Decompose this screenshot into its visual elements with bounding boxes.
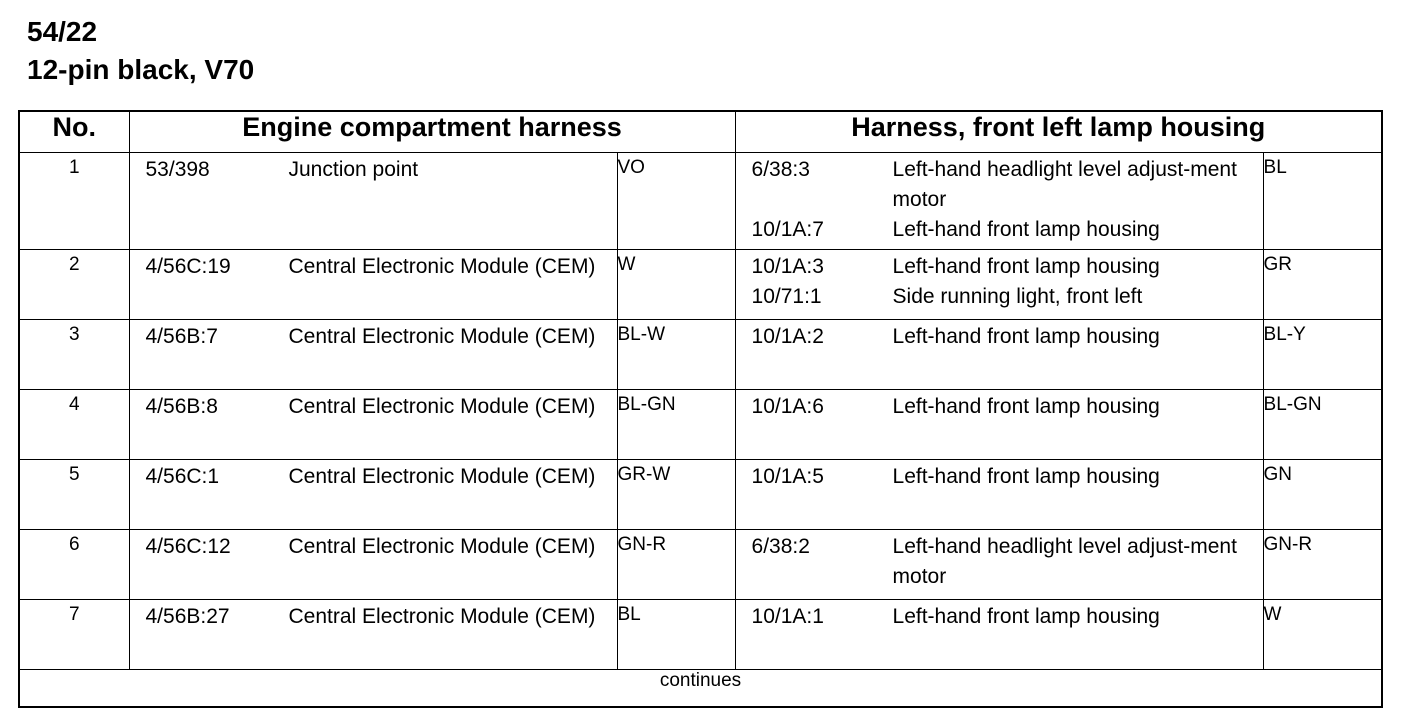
right-component-description: Left-hand front lamp housing (892, 325, 1160, 348)
right-component-code: 10/71:1 (751, 285, 822, 308)
table-header-row (19, 111, 1382, 153)
left-harness-cell (129, 390, 617, 460)
table-row (19, 153, 1382, 250)
left-component-description: Central Electronic Module (CEM) (288, 395, 596, 418)
right-harness-cell (735, 153, 1263, 250)
right-component-description: Left-hand headlight level adjust-ment motor (892, 158, 1237, 211)
right-component-description: Left-hand headlight level adjust-ment motor (892, 535, 1237, 588)
right-wire-color: BL-GN (1263, 390, 1382, 460)
row-number: 3 (19, 320, 129, 390)
right-component-code: 10/1A:2 (751, 325, 824, 348)
connector-description: 12-pin black, V70 (27, 54, 255, 85)
left-component-description: Central Electronic Module (CEM) (288, 255, 596, 278)
row-number: 5 (19, 460, 129, 530)
left-wire-color: GR-W (617, 460, 735, 530)
table-row (19, 530, 1382, 600)
right-component-code: 10/1A:7 (751, 218, 824, 241)
left-component-description: Junction point (288, 158, 419, 181)
table-row (19, 390, 1382, 460)
left-component-code: 4/56C:12 (145, 535, 231, 558)
connector-id: 54/22 (27, 16, 98, 47)
right-component-entry (736, 282, 1263, 312)
left-component-description: Central Electronic Module (CEM) (288, 535, 596, 558)
right-wire-color: W (1263, 600, 1382, 670)
right-component-code: 10/1A:6 (751, 395, 824, 418)
table-body (19, 153, 1382, 670)
right-wire-color: GN (1263, 460, 1382, 530)
left-wire-color: W (617, 250, 735, 320)
left-component-code: 4/56B:27 (145, 605, 230, 628)
left-component-description: Central Electronic Module (CEM) (288, 325, 596, 348)
left-harness-cell (129, 530, 617, 600)
continues-note: continues (19, 670, 1382, 708)
row-number: 1 (19, 153, 129, 250)
left-component-code: 53/398 (145, 158, 210, 181)
table-row (19, 600, 1382, 670)
left-component-description: Central Electronic Module (CEM) (288, 605, 596, 628)
table-row (19, 250, 1382, 320)
right-component-code: 10/1A:1 (751, 605, 824, 628)
left-component-code: 4/56C:19 (145, 255, 231, 278)
column-header-left-harness: Engine compartment harness (129, 111, 735, 153)
right-component-entry (736, 215, 1263, 245)
row-number: 6 (19, 530, 129, 600)
left-harness-cell (129, 250, 617, 320)
right-component-code: 10/1A:5 (751, 465, 824, 488)
right-component-entry (736, 602, 1263, 632)
column-header-right-harness: Harness, front left lamp housing (735, 111, 1382, 153)
left-wire-color: VO (617, 153, 735, 250)
right-wire-color: GN-R (1263, 530, 1382, 600)
left-wire-color: GN-R (617, 530, 735, 600)
right-component-entry (736, 532, 1263, 592)
right-component-code: 6/38:2 (751, 535, 810, 558)
left-component-code: 4/56B:8 (145, 395, 218, 418)
right-wire-color: BL (1263, 153, 1382, 250)
right-component-entry (736, 462, 1263, 492)
right-component-code: 10/1A:3 (751, 255, 824, 278)
right-harness-cell (735, 390, 1263, 460)
right-component-description: Left-hand front lamp housing (892, 605, 1160, 628)
right-component-entry (736, 252, 1263, 282)
row-number: 4 (19, 390, 129, 460)
right-component-entry (736, 392, 1263, 422)
column-header-no: No. (19, 111, 129, 153)
right-harness-cell (735, 250, 1263, 320)
right-component-description: Left-hand front lamp housing (892, 465, 1160, 488)
left-wire-color: BL-W (617, 320, 735, 390)
left-component-code: 4/56C:1 (145, 465, 220, 488)
left-harness-cell (129, 460, 617, 530)
row-number: 7 (19, 600, 129, 670)
table-row (19, 320, 1382, 390)
left-harness-cell (129, 320, 617, 390)
right-component-description: Left-hand front lamp housing (892, 255, 1160, 278)
right-component-entry (736, 155, 1263, 215)
right-component-description: Left-hand front lamp housing (892, 218, 1160, 241)
table-row (19, 460, 1382, 530)
right-harness-cell (735, 530, 1263, 600)
left-harness-cell (129, 600, 617, 670)
left-component-description: Central Electronic Module (CEM) (288, 465, 596, 488)
left-wire-color: BL-GN (617, 390, 735, 460)
right-wire-color: BL-Y (1263, 320, 1382, 390)
left-component-code: 4/56B:7 (145, 325, 218, 348)
right-component-description: Side running light, front left (892, 285, 1143, 308)
right-harness-cell (735, 600, 1263, 670)
right-component-entry (736, 322, 1263, 352)
right-component-description: Left-hand front lamp housing (892, 395, 1160, 418)
row-number: 2 (19, 250, 129, 320)
wiring-table (18, 110, 1383, 708)
right-harness-cell (735, 320, 1263, 390)
right-wire-color: GR (1263, 250, 1382, 320)
left-harness-cell (129, 153, 617, 250)
right-component-code: 6/38:3 (751, 158, 810, 181)
right-harness-cell (735, 460, 1263, 530)
left-wire-color: BL (617, 600, 735, 670)
